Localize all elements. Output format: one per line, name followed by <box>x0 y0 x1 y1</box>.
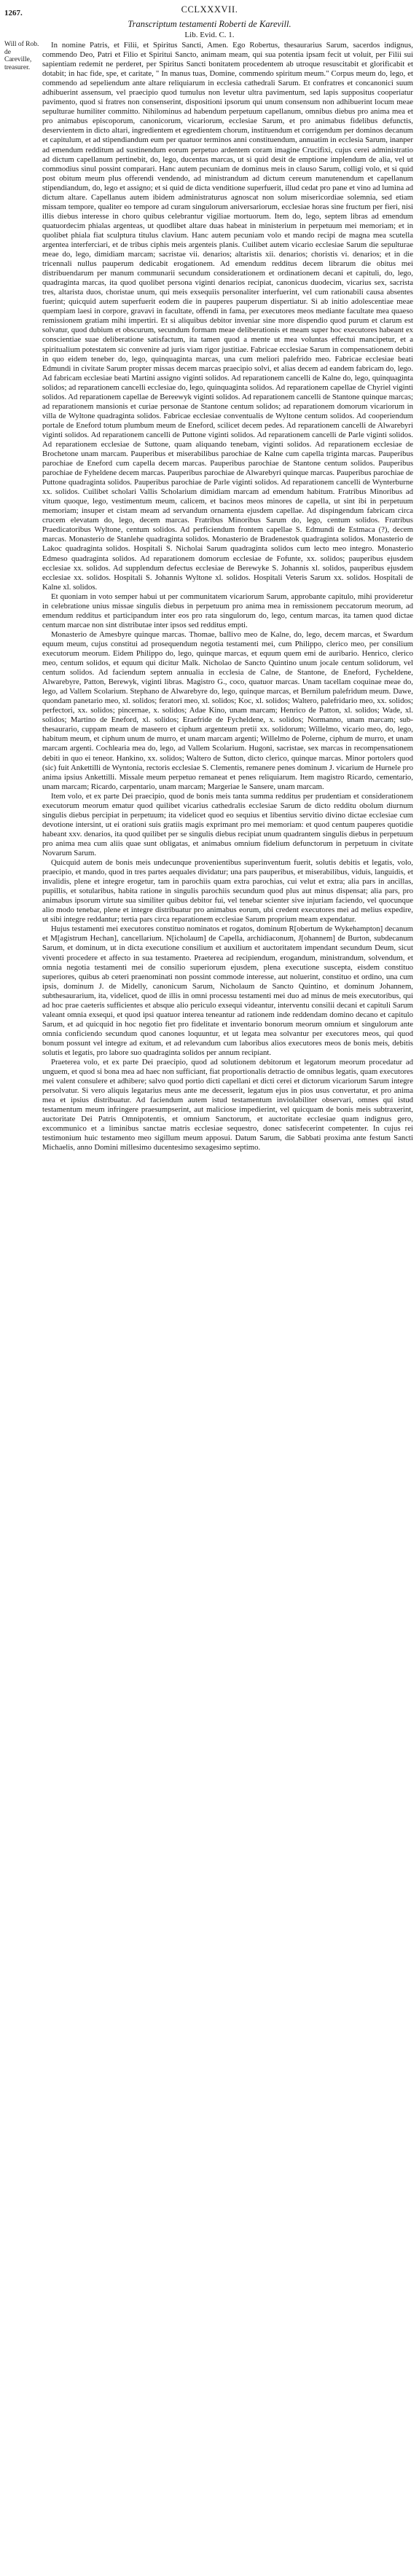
document-body <box>42 41 413 1152</box>
paragraph: Praeterea volo, et ex parte Dei praecipio, quod ad solutionem debitorum et legatorum meorum procedatur ad unguem, et quod si bona mea ad haec non sufficiant, fiat proportionalis detractio de omnibus legatis, quam executores mei valent consulere et adhibere; salvo quod portio dicti capellani et dicti cerei et dictorum vicariorum Sarum integre persolvatur. Si vero aliquis legatarius meus ante me decesserit, legatum ejus in pios usus convertatur, et pro anima mea et ipsius distribuatur. Ad faciendum autem istud testamentum inviolabiliter observari, omnes qui istud testamentum meum infringere praesumpserint, aut maliciose impedierint, vel quicquam de bonis meis subtraxerint, auctoritate Dei Patris Omnipotentis, et omnium Sanctorum, et auctoritate ecclesiae quam indignus gero, excommunico et a liminibus sanctae matris ecclesiae sequestro, donec satisfecerint competenter. In cujus rei testimonium huic testamento meo sigillum meum apposui. Datum Sarum, die Sabbati proxima ante festum Sancti Michaelis, anno Domini millesimo ducentesimo sexagesimo septimo. <box>42 1058 413 1152</box>
source-reference: Lib. Evid. C. 1. <box>184 31 235 39</box>
paragraph: Item volo, et ex parte Dei praecipio, quod de bonis meis tanta summa redditus per prudentiam et considerationem executorum meorum ematur quod quilibet vicarius cathedralis ecclesiae Sarum de dicto redditu obolum diurnum singulis diebus percipiat in perpetuum; ita videlicet quod eo sequius et libentius servitio divino dictae ecclesiae cum devotione intersint, ut ei orationi suis gratiis magis exprimant pro mei memoriam: et quod centum pauperes quotidie habeant xxv. denarios, ita quod quilibet per se singulis diebus recipiat unum quadrantem singulis diebus in perpetuum pro anima mea cum aliis quae sunt obligatas, et animabus omnium fidelium defunctorum in perpetuum in civitate Novarum Sarum. <box>42 791 413 857</box>
paragraph: Et quoniam in voto semper habui ut per communitatem vicariorum Sarum, approbante capitulo, mihi provideretur in celebratione unius missae singulis diebus in perpetuum pro anima mea in remissionem peccatorum meorum, ad emendum redditus et participandum inter eos pro rata singulorum do, lego, centum marcas, ita tamen quod dictae centum marcae non sint distributae inter ipsos sed redditus empti. <box>42 592 413 629</box>
paragraph: Monasterio de Amesbyre quinque marcas. Thomae, ballivo meo de Kalne, do, lego, decem marcas, et Swardum equum meum, cujus constitui ad prosequendum negotia testamenti mei, cum Philippo, clerico meo, per consilium executorum meorum. Eidem Philippo do, lego, quinque marcas, et equum quem emi de auribario. Henrico, clerico meo, centum solidos, et equum qui dicitur Malk. Nicholao de Sancto Quintino unum jocale centum solidorum, vel centum solidos. Ad faciendum septem annualia in ecclesia de Calne, de Stantone, de Eneford, Fycheldene, Alwarebyre, Patton, Berewyk, viginti libras. Magistro G., coco, quatuor marcas. Unam tacellam coquinae meae do, lego, ad Vallem Scolarium. Stephano de Alwarebyre do, lego, quinque marcas, et Bernilum palefridum meum. Dawe, quondam panetario meo, xl. solidos; feratori meo, xl. solidos; Koc, xl. solidos; Waltero, palefridario meo, xx. solidos; perfectori, xx. solidos; pincernae, x. solidos; Adae Kino, unam marcam; Henrico de Patton, xl. solidos; Wade, xl. solidos; Martino de Eneford, xl. solidos; Eraefride de Fycheldene, x. solidos; Normanno, unam marcam; sub-thesaurario, cuppam meam de maseero et ciphum argenteum pretii xx. solidorum; Willelmo, vicario meo, do, lego, habitum meum, et ciphum unum de murro, et unam marcam argenti; Willelmo de Polerne, ciphum de murro, et unam marcam argenti. Cochlearia mea do, lego, ad Vallem Scolarium. Hugoni, sacristae, sex marcas in recompensationem debiti in quo ei teneor. Hankino, xx. solidos; Waltero de Sutton, dicto clerico, quinque marcas. Minor portolers quod (sic) fuit Ankettilli de Wyntonia, rectoris ecclesiae S. Clementis, remanere penes dominum J. vicarium de Hurnele pro anima ipsius Ankettilli. Missale meum perpetuo remaneat et penes reliquiarum. Item magistro Ricardo, cementario, unam marcam; Ricardo, carpentario, unam marcam; Margeriae le Sansere, unam marcam. <box>42 629 413 791</box>
document-number: CCLXXXVII. <box>181 4 238 15</box>
document-title: Transcriptum testamenti Roberti de Karevill. <box>128 19 291 29</box>
paragraph: Quicquid autem de bonis meis undecunque provenientibus superinventum fuerit, solutis debitis et legatis, volo, praecipio, et mando, quod in tres partes aequales dividatur; una pars pauperibus, et miserabilibus, viduis, languidis, et invalidis, plene et integre erogetur, tam in parochiis quam extra parochias, cui velut et extra; alia pars in ancillas, pupillis, et sotularibus, habita ratione in singulis parochiis secundum quod plus aut minus dispensat; alia pars, pro animabus ipsorum virtute sua similiter quibus debitor fui, vel tenebar scienter sive injuriam faciendo, vel quocunque alio modo tenebar, plene et integre distribuatur pro animabus eorum, ubi credent executores mei ad melius expedire, ut sibi integre reddantur; tertia pars circa reparationem ecclesiae Sarum proprium meam expendatur. <box>42 858 413 924</box>
paragraph: In nomine Patris, et Filii, et Spiritus Sancti, Amen. Ego Robertus, thesaurarius Sarum, sacerdos indignus, commendo Deo, Patri et Filio et Spiritui Sancto, animam meam, qui sua potentia ipsam fecit ut voluit, per Filii sui sapientiam redemit ne perderet, per Spiritus Sancti bonitatem procedentem ab utroque resuscitabit et glorificabit et dotabit; in hac fide, spe, et caritate, " In manus tuas, Domine, commendo spiritum meum." Corpus meum do, lego, et commendo ad sepeliendum ante altare reliquiarum in ecclesia cathedrali Sarum. Et confratres et concanonici suum adhibuerint assensum, vel praecipio quod tumulus non levetur ultra pavimentum, sed lapis suppositus cooperiatur pavimento, quod si fratres non consenserint, dispositioni ipsorum qui unum consensum non adhibuerint locum meae sepulturae humiliter committo. Nihilominus ad habendum perpetuum capellanum, omnibus diebus pro anima mea et pro animabus episcoporum, canonicorum, vicariorum, ecclesiae Sarum, et pro animabus fidelibus defunctis, deservientem in dicto altari, ingredientem et egredientem chorum, instituendum et corrigendum per dominos decanum et capitulum, et ad stipendiandum eum per quatuor terminos anni constituendum, annuatim in ecclesia Sarum, inanper ad emendum redditum ad sustinendum eorum perpetuo ardentem coram imagine Crucifixi, cujus cerei administratio ad dictum capellanum pertinebit, do, lego, ducentas marcas, ut si quid desit de emptione implendum de alia, vel ut commodius sinul possint comparari. Hanc autem pecuniam de dominus meis in clauso Sarum, colligi volo, et si quid post obitum meum plus offerendi vendendo, ad ministrandum ad dictum cereum manutenendum et capellanum stipendiandum, do, lego et assigno; et si quid de dicta venditione superfuerit, illud cedat pro pane et vino ad lumina ad dictum altare. Capellanus autem ibidem administraturus agnoscat non solum misericordiae solemnia, sed etiam missam tempore, qualiter eo tempore ad curam singulorum aniversariorum, ecclesiae horas sine fructum per fieri, nisi illis diebus interesse in choro quibus celebrantur vigiliae mortuorum. Item do, lego, septem libras ad emendum quatuordecim phialas argenteas, ut quodlibet altare duas habeat in ministerium in perpetuum mei memoriam; et in quolibet phiala fiat sculptura titulus clavium. Hanc autem pecuniam volo et mando recipi de magna mea scutella argentea interferciari, et de tribus ciphis meis argenteis planis. Cuilibet autem vicario ecclesiae Sarum die sepulturae meae do, lego, dimidiam marcam; sacristae vii. denarios; altaristis xii. denarios; choristis vi. denarios; et in die tricennali nullus pauperum dedicabit erogationem. Ad emendum redditus decem librarum die obitus mei distribuendarum per manum communarii secundum considerationem et ordinationem decani et capituli, do, lego, quadraginta marcas, ita quod quolibet persona viginti denarios recipiat, canonicus duodecim, vicarius sex, sacrista tres, altarista duos, choristae unum, qui meis exsequiis personaliter interfuerint, vel cum rationabili causa absentes fuerint; quicquid autem superfuerit eodem die in pauperes pauperum dispertiatur. Si ab initio adolescentiae meae quempiam laesi in corpore, gravavi in facultate, offendi in fama, per executores meos mediante facultate mea quaeso remissionem gratiam mihi impertiri. Et si aliquibus debitor inveniar sine more dispendio quod purum et clarum est solvatur, quod dubium et obscurum, secundum formam meae deliberationis et meam super hoc executores habeant ex conscientiae suae deliberatione satisfactum, ita tamen quod a mente ut mea voluntas effectui mancipetur, et a spiritualium potestatem sic convenire ad juris viam rigor justitiae. Fabricae ecclesiae Sarum in compensationem debiti in quo eidem teneber do, lego, quinquaginta marcas, una cum meliori palefrido meo. Fabricae ecclesiae beati Edmundi in civitate Sarum propter missas decem marcas praecipio solvi, et alias decem ad eandem fabricam do, lego. Ad fabricam ecclesiae beati Martini assigno viginti solidos. Ad reparationem cancelli de Kalne do, lego, quinquaginta solidos; ad reparationem cancelli ecclesiae do, lego, quinquaginta solidos. Ad reparationem capellae de Chyriel viginti solidos. Ad reparationem capellae de Bereewyk viginti solidos. Ad reparationem cancelli de Stantone quinque marcas; ad reparationem mansionis et curiae personae de Stantone centum solidos; ad reparationem domorum vicariorum in villa de Wyltone quadraginta solidos. Fabricae ecclesiae conventualis de Wyltone centum solidos. Ad cooperiendum portale de Eneford totum plumbum meum de Eneford, scilicet decem pedes. Ad reparationem cancelli de Alwarebyri viginti solidos. Ad reparationem cancelli de Puttone viginti solidos. Ad reparationem cancelli de Parle viginti solidos. Ad reparationem ecclesiae de Suttone, quam aliquando tenebam, viginti solidos. Ad reparationem ecclesiae de Brochetone unam marcam. Pauperibus et miserabilibus parochiae de Kalne cum capella triginta marcas. Pauperibus parochiae de Eneford cum capella decem marcas. Pauperibus parochiae de Stantone centum solidos. Pauperibus parochiae de Fyheldene decem marcas. Pauperibus parochiae de Alwarebyri quinque marcas. Pauperibus parochiae de Puttone quadraginta solidos. Pauperibus parochiae de Parle viginti solidos. Ad reparationem cancelli de Wynterburne xx. solidos. Cuilibet scholari Vallis Scholarium dimidiam marcam ad emendum habitum. Fratribus Minoribus ad vitum quoque, lego, vestimentum meum, calicem, et bacinos meos minores de capella, ut sint ibi in perpetuum memoriam; insuper et cistam meam ad servandum ornamenta ejusdem capellae. Ad dispingendum fabricam circa crucem elevatam do, lego, decem marcas. Fratribus Minoribus Sarum do, lego, centum solidos. Fratribus Praedicatoribus Wyltone, centum solidos. Ad perficiendum frontem capellae S. Edmundi de Estmaca (?), decem marcas. Monasterio de Stanlehe quadraginta solidos. Monasterio de Bradenestok quadraginta solidos. Monasterio de Lakoc quadraginta solidos. Hospitali S. Nicholai Sarum quadraginta solidos cum lecto meo integro. Monasterio Edmeso quadraginta solidos. Ad reparationem domorum ecclesiae de Fofunte, xx. solidos; pauperibus ejusdem ecclesiae xx. solidos. Ad supplendum defectus ecclesiae de Berewyke S. Johannis xl. solidos, pauperibus ejusdem ecclesiae xx. solidos. Hospitali S. Johannis Wyltone xl. solidos. Hospitali Veteris Sarum xx. solidos. Hospitali de Kalne xl. solidos. <box>42 41 413 592</box>
margin-note: Will of Rob. de Careville, treasurer. <box>4 41 39 71</box>
folio-year: 1267. <box>4 9 23 17</box>
paragraph: Hujus testamenti mei executores constituo nominatos et rogatos, dominum R[obertum de Wykehampton] decanum et M[agistrum Hechan], cancellarium. N[icholaum] de Capella, archidiaconum, J[ohannem] de Burton, subdecanum Sarum, et dominum, ut in dicta executione consilium et auxilium et auctoritatem impendant secundum Deum, sicut viventi procedere et affecto in sua testamento. Praeterea ad recipiendum, erogandum, ministrandum, solvendum, et omnia negotia testamenti mei de consilio superiorum ejusdem, plena executione suscepta, eisdem constituo superiores, quibus ab ceteri praenominati non possint commode interesse, aut noluerint, constituo et ordino, una cum ipsis, dominum J. de Midelly, canonicum Sarum, Nicholaum de Sancto Quintino, et dominum Johannem, subthesaurarium, ita, videlicet, quod de illis in omni processu testamenti mei duo ad minus de meis executoribus, qui ad hoc prae caeteris sufficientes et absque alio periculo exsequi videantur, interventu consilii decani et capituli Sarum valeant omnia exsequi, et quod ipsi quatuor interea teneantur ad rationem inde reddendam domino decano et capitulo Sarum, et ad quicquid in hoc negotio fiet pro fidelitate et inventario bonorum meorum omnium et singulorum ante omnia conficiendo secundum quod canones loquuntur, et ut legata mea solvantur per executores meos, qui quod bonum possunt vel integre ad exitum, et ad relevandum cum laboribus alios executores meos de bonis meis, debitis solutis et legatis, pro labore suo quadraginta solidos per annum recipiant. <box>42 924 413 1057</box>
page-header <box>0 3 419 17</box>
